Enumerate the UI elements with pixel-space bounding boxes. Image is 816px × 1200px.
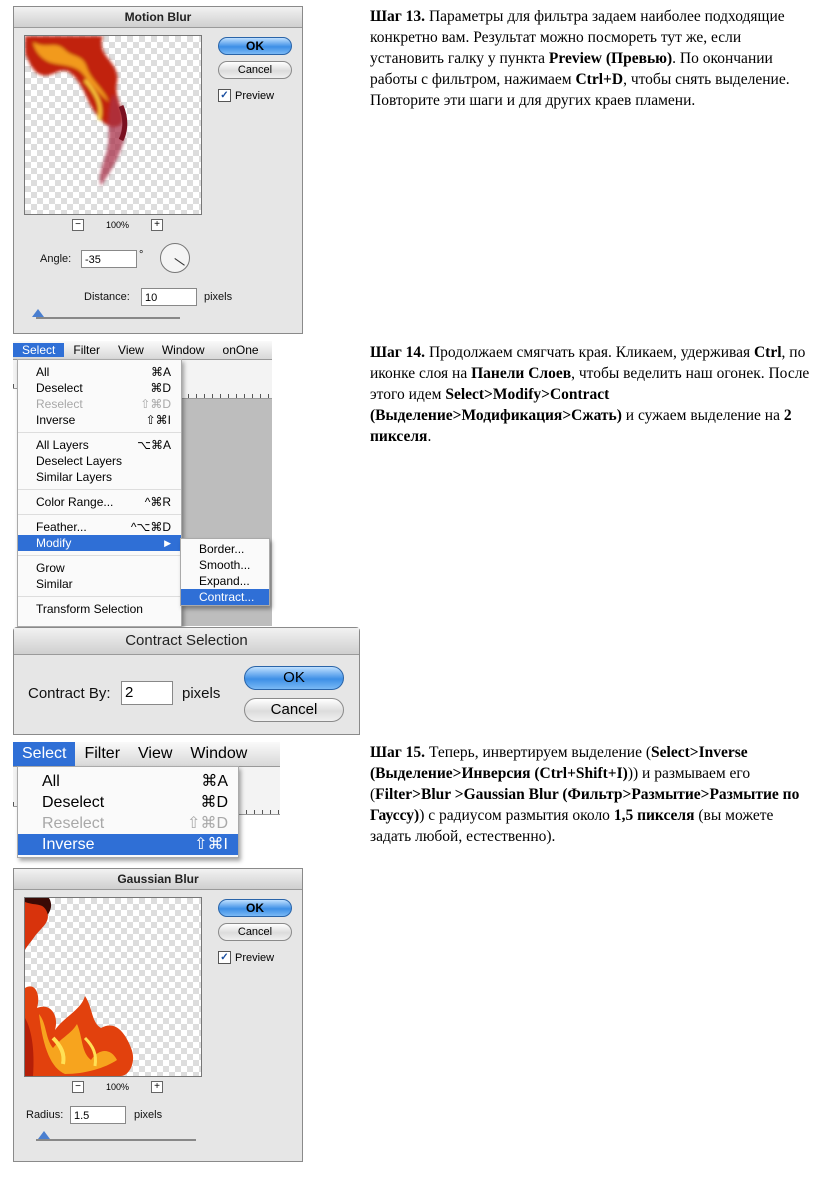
menu-separator [18, 489, 181, 490]
select-dropdown [17, 359, 182, 627]
menu-item-modify[interactable] [18, 535, 181, 551]
menu-window[interactable]: Window [161, 343, 205, 357]
menu-item-similar-layers[interactable] [18, 469, 181, 485]
menu-window[interactable]: Window [190, 745, 248, 762]
menu-item-deselect[interactable] [18, 380, 181, 396]
step-15-text-1: Теперь, инвертируем выделение ( [428, 744, 652, 761]
preview-label: Preview [235, 951, 275, 964]
ok-button[interactable]: OK [218, 37, 292, 55]
item-label: Deselect Layers [36, 454, 123, 468]
step-14-bold-4: 2 пикселя [370, 407, 792, 445]
menu-separator [18, 514, 181, 515]
menu-bar [13, 742, 280, 767]
step-14-bold-2: Панели Слоев [471, 365, 572, 382]
menu-select[interactable]: Select [13, 742, 75, 766]
menu-item-deselect[interactable] [18, 792, 238, 813]
step-15-text-2: )) и размываем его ( [370, 765, 751, 803]
item-shortcut: ⌘A [150, 365, 171, 379]
slider-knob[interactable] [32, 309, 44, 317]
radius-unit: pixels [134, 1109, 163, 1121]
menu-item-grow[interactable] [18, 560, 181, 576]
contract-selection-dialog [13, 627, 360, 735]
item-shortcut: ⇧⌘D [187, 815, 228, 832]
menu-view[interactable]: View [118, 343, 144, 357]
zoom-out-icon[interactable]: − [72, 219, 84, 231]
step-15-label: Шаг 15. [370, 744, 426, 761]
contract-unit: pixels [182, 685, 221, 702]
menu-separator [18, 432, 181, 433]
zoom-level: 100% [106, 1082, 130, 1092]
angle-dial[interactable] [160, 243, 190, 273]
step-15-bold-3: 1,5 пикселя [613, 807, 695, 824]
zoom-in-icon[interactable]: + [151, 219, 163, 231]
item-shortcut: ⌘D [200, 794, 228, 811]
step-15-text-3: ) с радиусом размытия около [419, 807, 610, 824]
menu-item-feather[interactable] [18, 519, 181, 535]
step-13-text [370, 6, 810, 111]
dialog-title: Gaussian Blur [14, 869, 302, 890]
step-14-text [370, 342, 810, 447]
cancel-button[interactable]: Cancel [218, 923, 292, 941]
menu-select[interactable]: Select [13, 343, 64, 357]
item-shortcut: ⌘D [150, 381, 171, 395]
step-13-text-3: , чтобы снять выделение. Повторите эти шаги и для других краев пламени. [370, 71, 790, 109]
checkmark-icon: ✓ [218, 951, 231, 964]
item-label: Contract... [199, 590, 255, 604]
cancel-button[interactable]: Cancel [218, 61, 292, 79]
item-shortcut: ^⌘R [144, 495, 171, 509]
distance-slider[interactable] [36, 317, 180, 319]
menu-filter[interactable]: Filter [84, 745, 121, 762]
item-label: Expand... [199, 574, 250, 588]
contract-by-input[interactable]: 2 [121, 681, 173, 705]
preview-label: Preview [235, 89, 275, 102]
zoom-level: 100% [106, 220, 130, 230]
menu-item-reselect [18, 813, 238, 834]
item-label: All [42, 773, 60, 790]
menu-item-reselect [18, 396, 181, 412]
dialog-title: Contract Selection [14, 628, 359, 655]
step-14-text-3: , чтобы веделить наш огонек. После этого идем [370, 365, 810, 403]
step-13-label: Шаг 13. [370, 8, 426, 25]
item-label: Reselect [42, 815, 105, 832]
item-label: Border... [199, 542, 245, 556]
radius-slider[interactable] [36, 1139, 196, 1141]
select-dropdown [17, 766, 239, 858]
item-shortcut: ⌘A [201, 773, 228, 790]
step-14-text-4: и сужаем выделение на [625, 407, 780, 424]
menu-item-all[interactable] [18, 771, 238, 792]
item-label: Color Range... [36, 495, 114, 509]
step-15-bold-2: Filter>Blur >Gaussian Blur (Фильтр>Размытие>Размытие по Гауссу) [370, 786, 800, 824]
menu-onone[interactable]: onOne [222, 343, 259, 357]
zoom-in-icon[interactable]: + [151, 1081, 163, 1093]
preview-checkbox[interactable] [218, 89, 274, 102]
menu-filter[interactable]: Filter [73, 343, 101, 357]
item-label: Deselect [36, 381, 83, 395]
step-14-text-2: , по иконке слоя на [370, 344, 806, 382]
filter-preview[interactable] [24, 35, 202, 215]
submenu-item-expand[interactable] [181, 573, 269, 589]
step-14-bold-1: Ctrl [753, 344, 782, 361]
flame-image [25, 36, 201, 214]
menu-item-all[interactable] [18, 364, 181, 380]
step-14-text-5: . [427, 428, 432, 445]
submenu-arrow-icon: ▶ [164, 538, 171, 548]
item-label: Grow [36, 561, 65, 575]
step-15-text [370, 742, 812, 847]
contract-by-label: Contract By: [28, 685, 111, 702]
item-label: Transform Selection [36, 602, 143, 616]
item-label: Inverse [36, 413, 76, 427]
item-shortcut: ⇧⌘D [140, 397, 171, 411]
filter-preview[interactable] [24, 897, 202, 1077]
menu-item-all-layers[interactable] [18, 437, 181, 453]
slider-knob[interactable] [38, 1131, 50, 1139]
preview-checkbox[interactable] [218, 951, 274, 964]
step-14-bold-3: Select>Modify>Contract (Выделение>Модификация>Сжать) [370, 386, 622, 424]
item-label: Inverse [42, 836, 95, 853]
radius-label: Radius: [26, 1109, 64, 1121]
menu-separator [18, 555, 181, 556]
item-shortcut: ⌥⌘A [137, 438, 171, 452]
degree-symbol: ° [139, 249, 144, 261]
item-label: Deselect [42, 794, 105, 811]
angle-needle [174, 258, 184, 266]
menu-item-inverse[interactable] [18, 834, 238, 855]
gaussian-blur-dialog [13, 868, 303, 1162]
item-label: All [36, 365, 50, 379]
step-13-text-2: . По окончании работы с фильтром, нажимаем [370, 50, 773, 88]
item-shortcut: ^⌥⌘D [130, 520, 171, 534]
menu-item-similar[interactable] [18, 576, 181, 592]
radius-input[interactable]: 1.5 [70, 1106, 126, 1124]
submenu-item-border[interactable] [181, 541, 269, 557]
item-label: Feather... [36, 520, 87, 534]
angle-label: Angle: [40, 253, 72, 265]
zoom-controls [72, 1081, 163, 1093]
item-shortcut: ⇧⌘I [194, 836, 228, 853]
menu-item-inverse[interactable] [18, 412, 181, 428]
cancel-button[interactable]: Cancel [244, 698, 344, 722]
item-label: Modify [36, 536, 72, 550]
submenu-item-smooth[interactable] [181, 557, 269, 573]
distance-input[interactable]: 10 [141, 288, 197, 306]
modify-submenu [180, 538, 270, 606]
item-shortcut: ⇧⌘I [145, 413, 171, 427]
menu-item-deselect-layers[interactable] [18, 453, 181, 469]
step-15-bold-1: Select>Inverse (Выделение>Инверсия (Ctrl+Shift+I) [370, 744, 748, 782]
menu-bar [13, 341, 272, 360]
item-label: Similar Layers [36, 470, 113, 484]
step-13-bold-2: Ctrl+D [575, 71, 624, 88]
item-label: All Layers [36, 438, 89, 452]
step-13-text-1: Параметры для фильтра задаем наиболее подходящие конкретно вам. Результат можно посмореть тут же, если установить галку у пункта [370, 8, 785, 67]
submenu-item-contract[interactable] [181, 589, 269, 605]
menu-item-color-range[interactable] [18, 494, 181, 510]
item-label: Reselect [36, 397, 83, 411]
menu-separator [18, 596, 181, 597]
angle-input[interactable]: -35 [81, 250, 137, 268]
distance-label: Distance: [84, 291, 130, 303]
step-14-text-1: Продолжаем смягчать края. Кликаем, удерживая [428, 344, 751, 361]
step-14-label: Шаг 14. [370, 344, 426, 361]
item-label: Smooth... [199, 558, 251, 572]
zoom-out-icon[interactable]: − [72, 1081, 84, 1093]
step-13-bold-1: Preview (Превью) [548, 50, 673, 67]
item-label: Similar [36, 577, 73, 591]
ok-button[interactable]: OK [218, 899, 292, 917]
step-15-text-4: (вы можете задать любой, естественно). [370, 807, 774, 845]
zoom-controls [72, 219, 163, 231]
flame-image [25, 898, 201, 1076]
checkmark-icon: ✓ [218, 89, 231, 102]
ruler [180, 358, 272, 399]
distance-unit: pixels [204, 291, 233, 303]
menu-item-transform-selection[interactable] [18, 601, 181, 617]
ok-button[interactable]: OK [244, 666, 344, 690]
motion-blur-dialog [13, 6, 303, 334]
menu-view[interactable]: View [138, 745, 173, 762]
dialog-title: Motion Blur [14, 7, 302, 28]
